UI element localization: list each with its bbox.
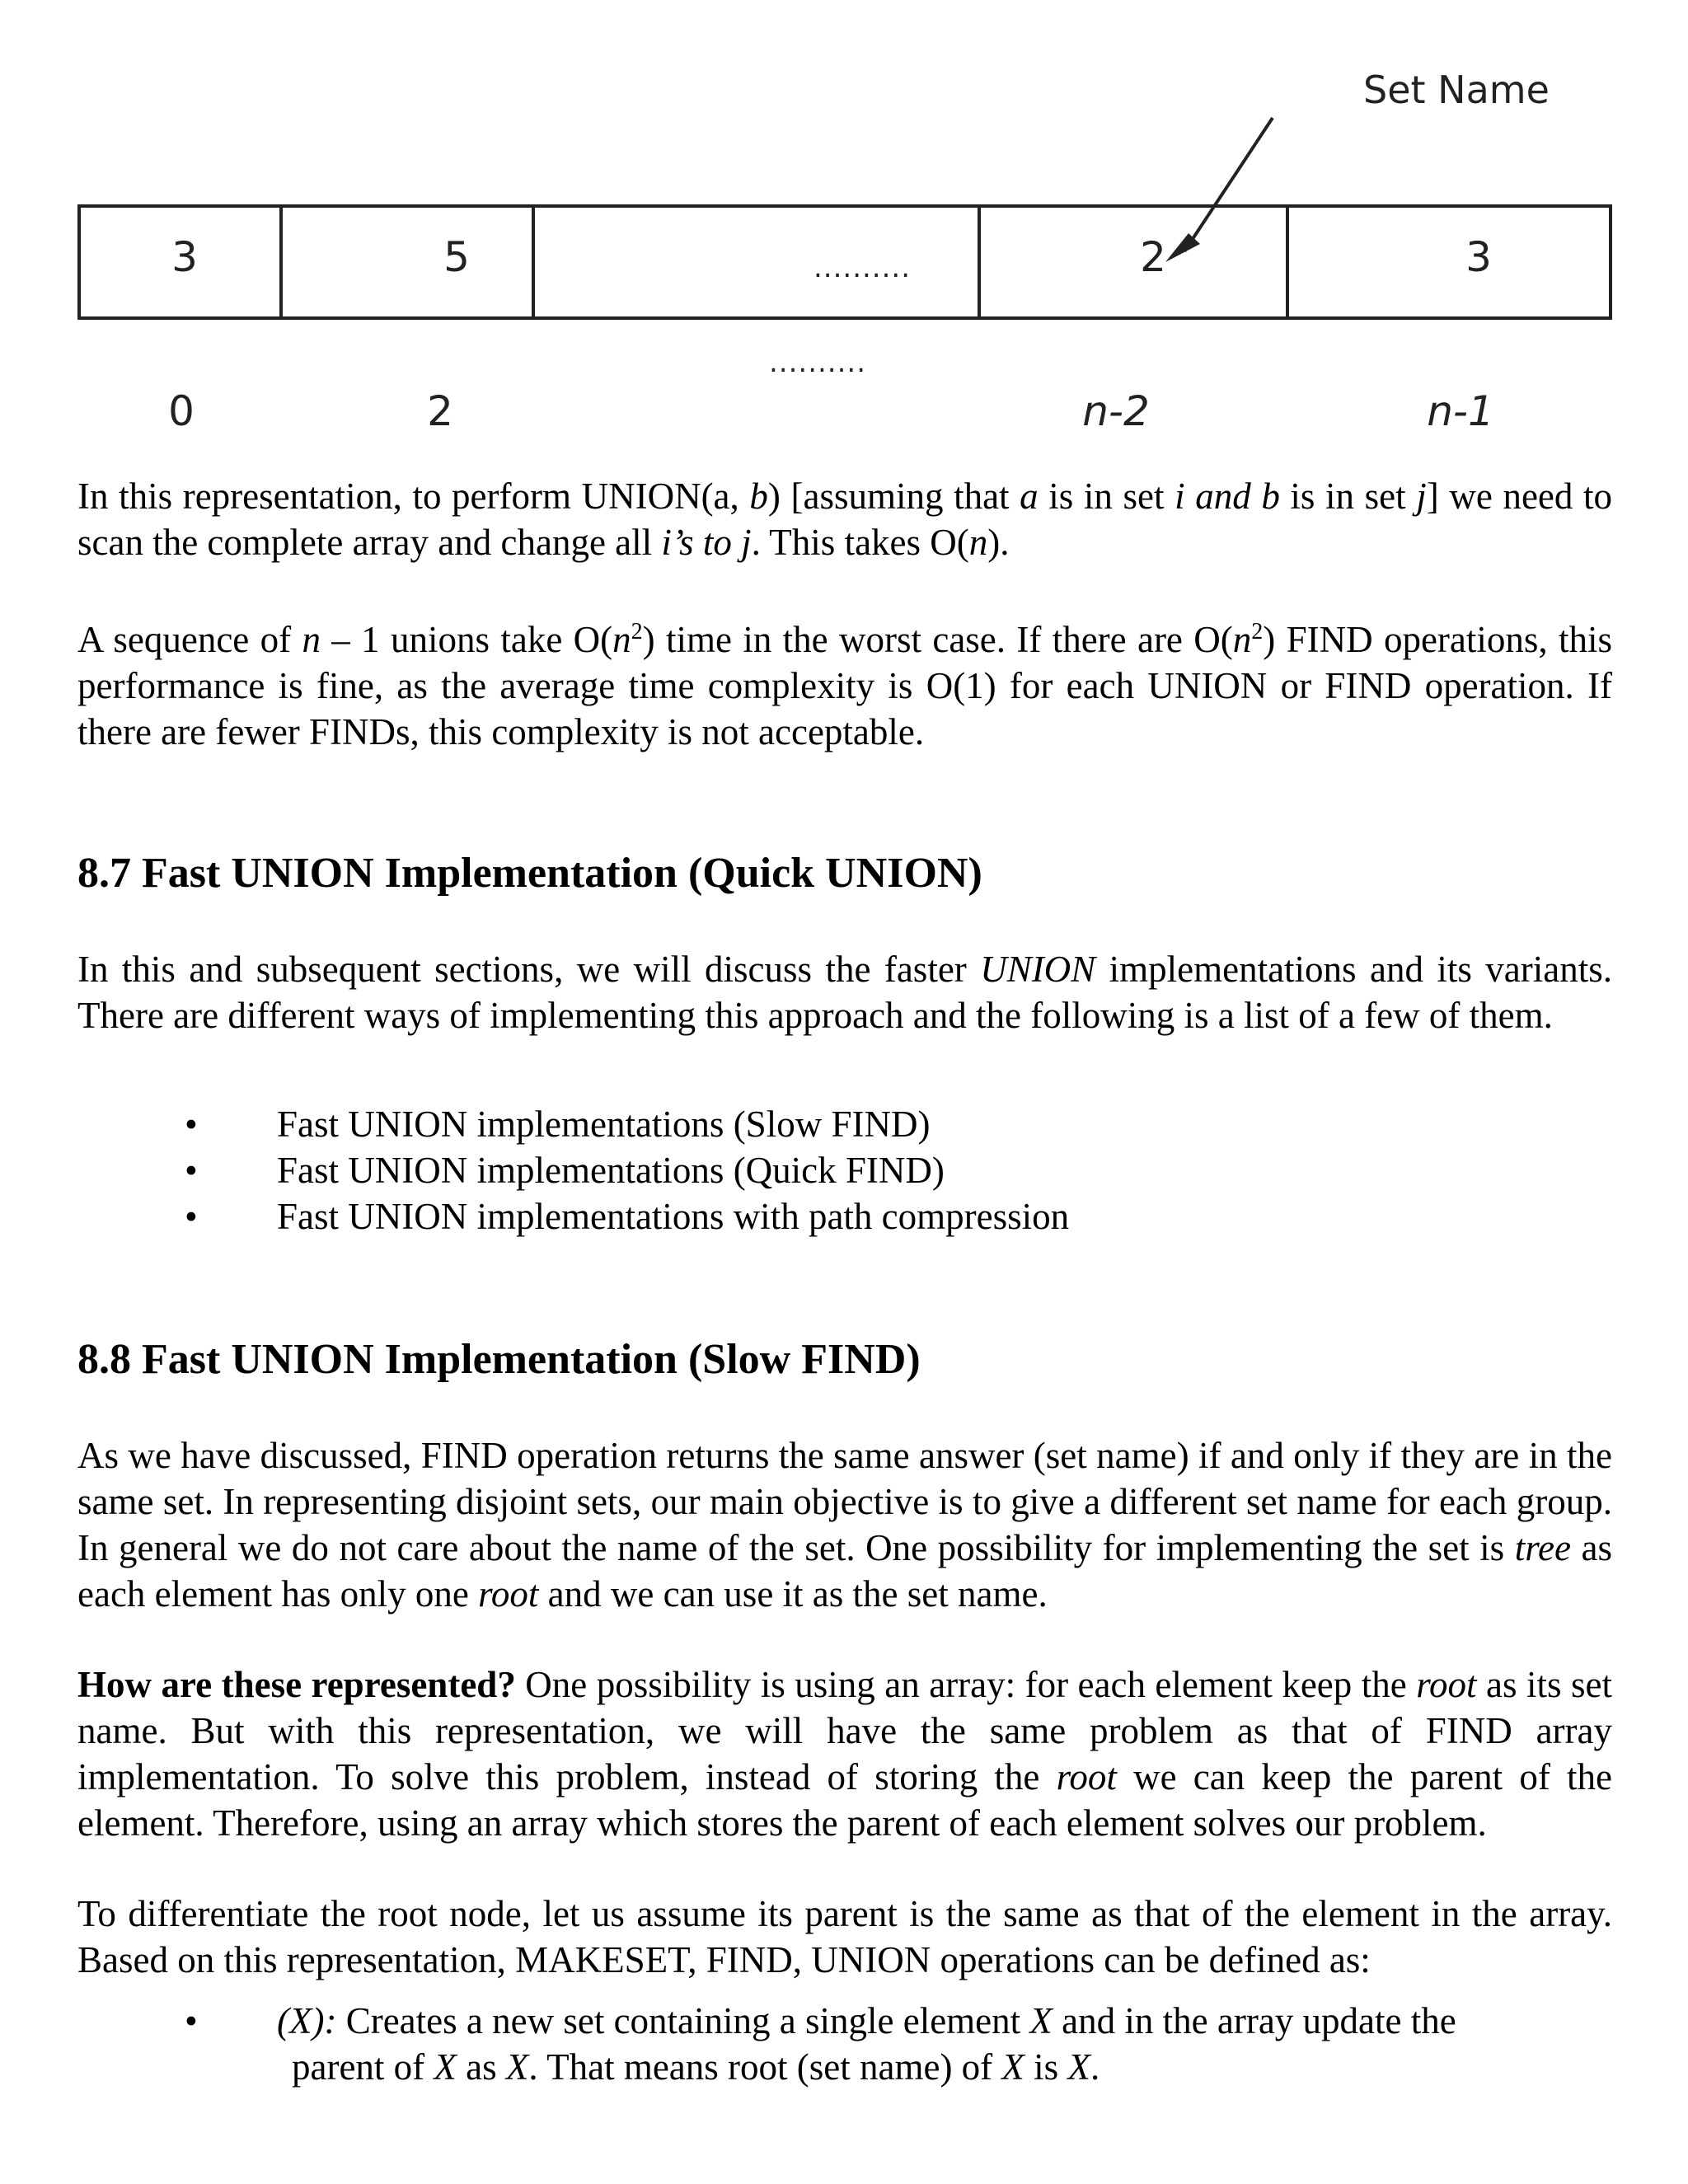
cell-value: 3 [171,233,198,281]
list-item: • Fast UNION implementations (Slow FIND) [77,1101,1612,1147]
paragraph-representation: How are these represented? One possibility is using an array: for each element keep the root as its set name. But with this representation, we will have the same problem as that of FIND array implementation. To solve this problem, instead of storing the root we can keep the parent of the element. Therefore, using an array which stores the parent of each element solves our problem. [77,1664,1612,1844]
fast-union-list [77,1101,1612,1240]
cell-value: 5 [443,233,470,281]
paragraph-find-operation: As we have discussed, FIND operation returns the same answer (set name) if and only if they are in the same set. In representing disjoint sets, our main objective is to give a different set name for each group. In general we do not care about the name of the set. One possibility for implementing the set is tree as each element has only one root and we can use it as the set name. [77,1435,1612,1615]
cell-value: 3 [1465,233,1492,281]
index-label: n-2 [1082,387,1150,435]
middle-dots: .......... [768,346,867,379]
paragraph-intro-fast-union: In this and subsequent sections, we will discuss the faster UNION implementations and its variants. There are different ways of implementing this approach and the following is a list of a few of them. [77,949,1612,1036]
cell-value: 2 [1140,233,1166,281]
list-item: • Fast UNION implementations with path compression [77,1193,1612,1240]
paragraph-sequence-cost: A sequence of n – 1 unions take $O(n^2)$ time in the worst case. If there are $O(n^2)$ FIND operations, this performance is fine, as the average time complexity is O(1) for each UNION or FIND operation. If there are fewer FINDs, this complexity is not acceptable. [77,619,1613,752]
index-label: 2 [427,387,453,435]
bullet-icon: • [185,1104,198,1145]
operations-list [77,1998,1612,2090]
index-label: 0 [168,387,195,435]
arrow-line [1184,118,1273,251]
paragraph-union-cost: In this representation, to perform UNION(a, b) [assuming that a is in set i and b is in set j] we need to scan the complete array and change all i’s to j. This takes O(n). [77,476,1613,563]
bullet-icon: • [185,1196,198,1237]
paragraph-root-node: To differentiate the root node, let us assume its parent is the same as that of the element in the array. Based on this representation, MAKESET, FIND, UNION operations can be defined as: [77,1893,1612,1980]
index-label: n-1 [1427,387,1494,435]
array-diagram [77,0,1612,462]
list-item: • (X): Creates a new set containing a single element X and in the array update the parent of X as X. That means root (set name) of X is X. [77,1998,1612,2090]
bullet-icon: • [185,2000,198,2041]
cell-value: .......... [813,251,912,284]
list-item: • Fast UNION implementations (Quick FIND) [77,1147,1612,1193]
bullet-icon: • [185,1150,198,1191]
section-heading-8-8: 8.8 Fast UNION Implementation (Slow FIND) [77,1336,921,1383]
section-heading-8-7: 8.7 Fast UNION Implementation (Quick UNION) [77,850,982,897]
set-name-label: Set Name [1363,68,1550,112]
